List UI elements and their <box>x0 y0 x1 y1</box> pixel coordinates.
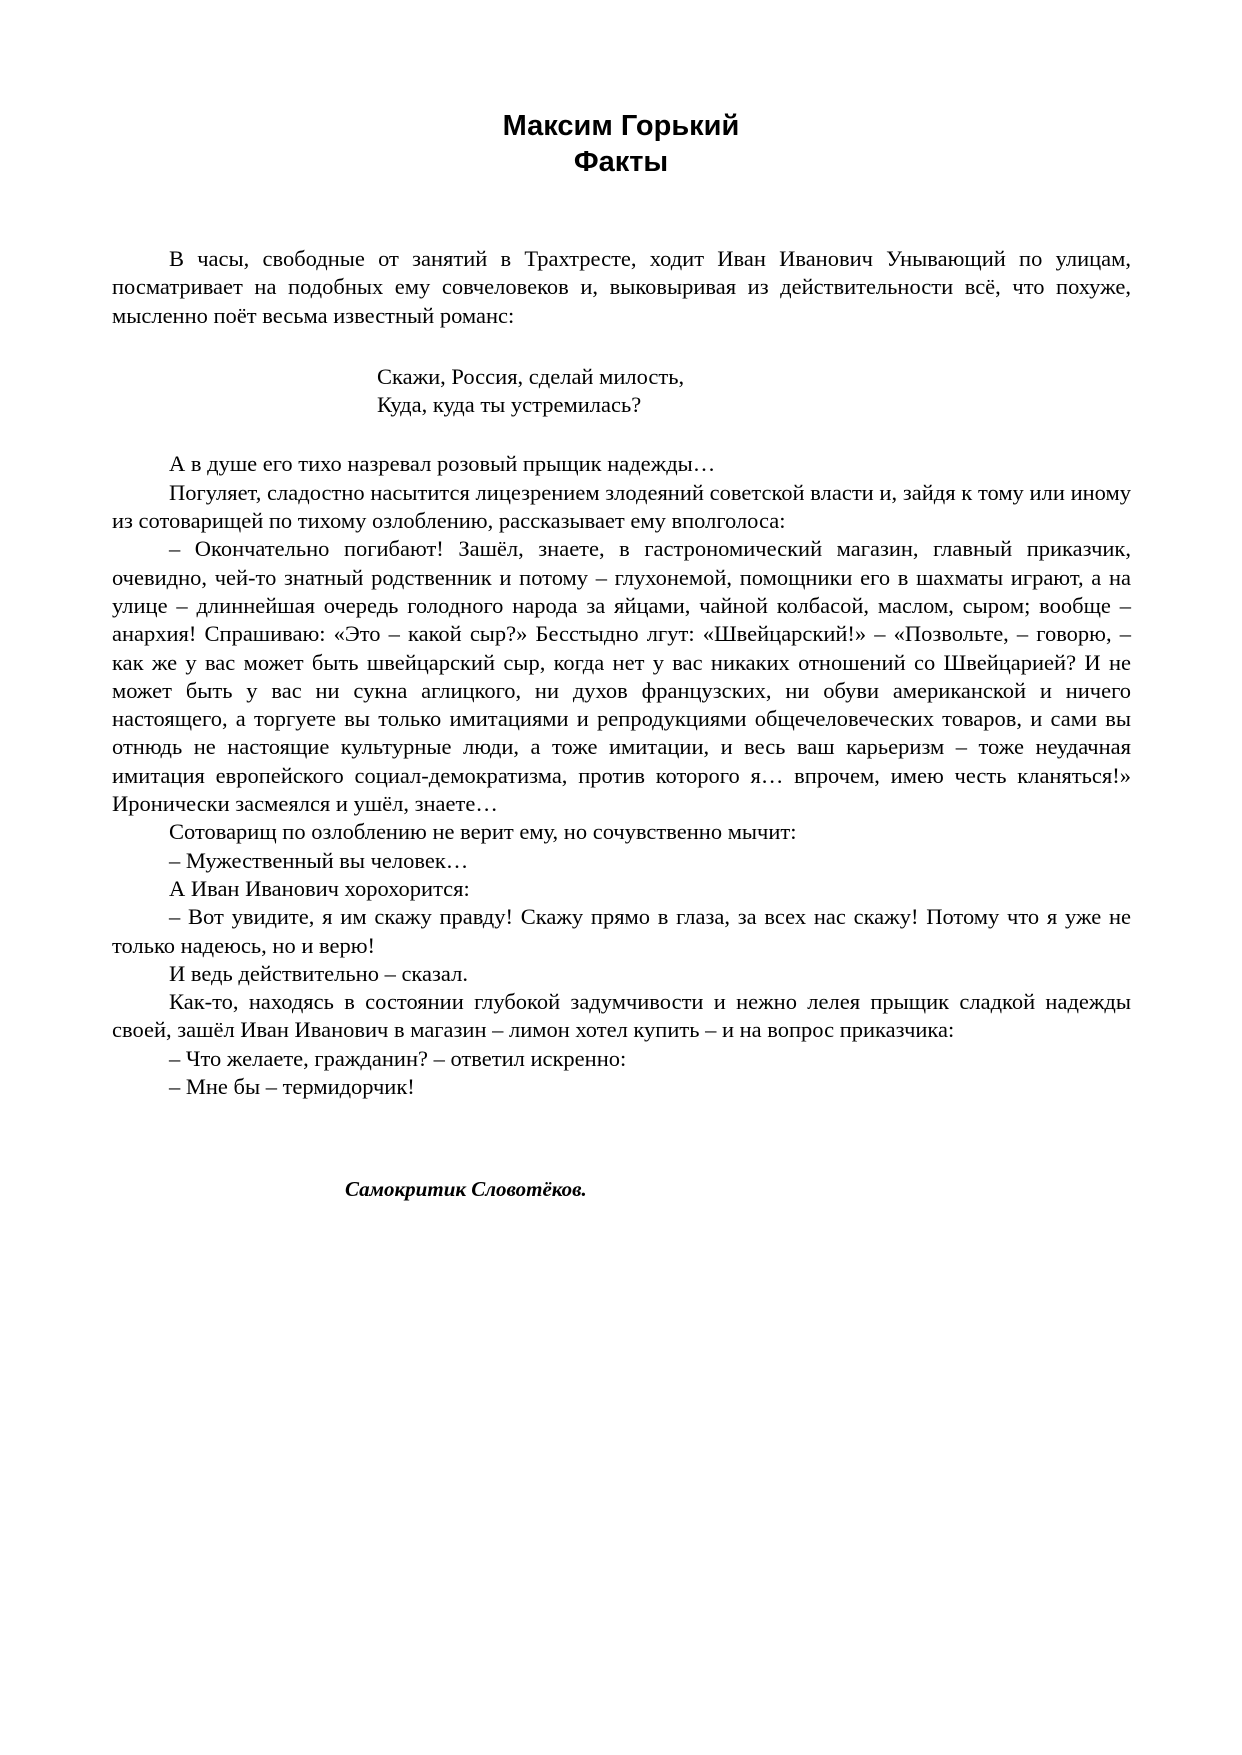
paragraph: – Окончательно погибают! Зашёл, знаете, в гастрономический магазин, главный приказчик, очевидно, чей-то знатный родственник и потому – глухонемой, помощники его в шахматы играют, а на улице – длиннейшая очередь голодного народа за яйцами, чайной колбасой, маслом, сыром; вообще – анархия! Спрашиваю: «Это – какой сыр?» Бесстыдно лгут: «Швейцарский!» – «Позвольте, – говорю, – как же у вас может быть швейцарский сыр, когда нет у вас никаких отношений со Швейцарией? И не может быть у вас ни сукна аглицкого, ни духов французских, ни обуви американской и ничего настоящего, а торгуете вы только имитациями и репродукциями общечеловеческих товаров, и сами вы отнюдь не настоящие культурные люди, а тоже имитации, и весь ваш карьеризм – тоже неудачная имитация европейского социал-демократизма, против которого я… впрочем, имею честь кланяться!» Иронически засмеялся и ушёл, знаете… <box>112 536 1131 817</box>
signature: Самокритик Словотёков. <box>345 1177 587 1201</box>
paragraph: Сотоварищ по озлоблению не верит ему, но сочувственно мычит: <box>169 819 797 845</box>
poem <box>377 363 1131 420</box>
author-name: Максим Горький <box>502 110 740 142</box>
page-title: Факты <box>573 146 669 178</box>
paragraph: А Иван Иванович хорохорится: <box>169 875 470 901</box>
paragraph: И ведь действительно – сказал. <box>169 960 468 986</box>
paragraph: Погуляет, сладостно насытится лицезрением злодеяний советской власти и, зайдя к тому или иному из сотоварищей по тихому озлоблению, рассказывает ему вполголоса: <box>112 479 1131 534</box>
intro-paragraph: В часы, свободные от занятий в Трахтресте, ходит Иван Иванович Унывающий по улицам, посматривает на подобных ему совчеловеков и, выковыривая из действительности всё, что похуже, мысленно поёт весьма известный романс: <box>112 246 1131 328</box>
paragraph: – Мужественный вы человек… <box>169 847 469 873</box>
paragraph: А в душе его тихо назревал розовый прыщик надежды… <box>169 451 716 477</box>
title-block <box>0 108 1242 180</box>
paragraph: – Что желаете, гражданин? – ответил искренно: <box>169 1045 627 1071</box>
paragraph: Как-то, находясь в состоянии глубокой задумчивости и нежно лелея прыщик сладкой надежды своей, зашёл Иван Иванович в магазин – лимон хотел купить – и на вопрос приказчика: <box>112 989 1131 1043</box>
paragraph: – Мне бы – термидорчик! <box>169 1074 415 1100</box>
paragraph: – Вот увидите, я им скажу правду! Скажу прямо в глаза, за всех нас скажу! Потому что я уже не только надеюсь, но и верю! <box>112 904 1131 958</box>
poem-line: Куда, куда ты устремилась? <box>377 392 642 418</box>
body-text <box>112 245 1131 1101</box>
poem-line: Скажи, Россия, сделай милость, <box>377 363 685 389</box>
